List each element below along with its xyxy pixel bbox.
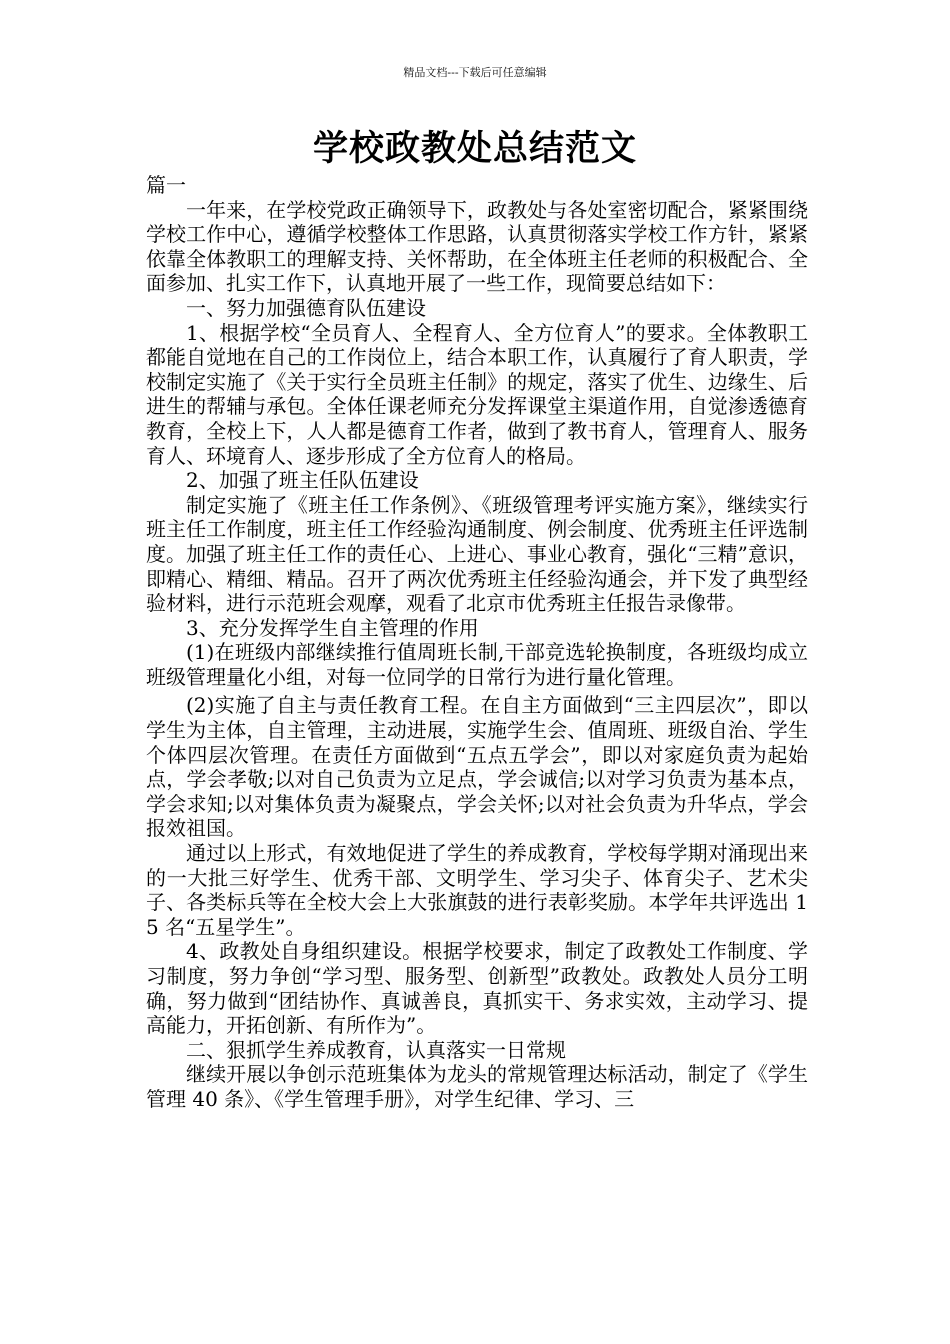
header-note: 精品文档---下载后可任意编辑 xyxy=(403,66,547,79)
paragraph-item-3-2: (2)实施了自主与责任教育工程。在自主方面做到“三主四层次”，即以学生为主体，自主管理，主动进展，实施学生会、值周班、班级自治、学生个体四层次管理。在责任方面做到“五点五学会”，即以对家庭负责为起始点，学会孝敬;以对自己负责为立足点，学会诚信;以对学习负责为基本点，学会求知;以对集体负责为凝聚点，学会关怀;以对社会负责为升华点，学会报效祖国。 xyxy=(146,693,808,841)
paragraph-summary: 通过以上形式，有效地促进了学生的养成教育，学校每学期对涌现出来的一大批三好学生、优秀干部、文明学生、学习尖子、体育尖子、艺术尖子、各类标兵等在全校大会上大张旗鼓的进行表彰奖励。本学年共评选出 15 名“五星学生”。 xyxy=(146,841,808,939)
paragraph-item-2: 制定实施了《班主任工作条例》、《班级管理考评实施方案》，继续实行班主任工作制度，班主任工作经验沟通制度、例会制度、优秀班主任评选制度。加强了班主任工作的责任心、上进心、事业心教育，强化“三精”意识，即精心、精细、精品。召开了两次优秀班主任经验沟通会，并下发了典型经验材料，进行示范班会观摩，观看了北京市优秀班主任报告录像带。 xyxy=(146,492,808,616)
paragraph-item-4: 4、政教处自身组织建设。根据学校要求，制定了政教处工作制度、学习制度，努力争创“学习型、服务型、创新型”政教处。政教处人员分工明确，努力做到“团结协作、真诚善良，真抓实干、务求实效，主动学习、提高能力，开拓创新、有所作为”。 xyxy=(146,939,808,1038)
paragraph-item-1: 1、根据学校“全员育人、全程育人、全方位育人”的要求。全体教职工都能自觉地在自己的工作岗位上，结合本职工作，认真履行了育人职责，学校制定实施了《关于实行全员班主任制》的规定，落实了优生、边缘生、后进生的帮辅与承包。全体任课老师充分发挥课堂主渠道作用，自觉渗透德育教育，全校上下，人人都是德育工作者，做到了教书育人，管理育人、服务育人、环境育人、逐步形成了全方位育人的格局。 xyxy=(146,320,808,468)
heading-item-2: 2、加强了班主任队伍建设 xyxy=(186,468,419,493)
paragraph-intro: 一年来，在学校党政正确领导下，政教处与各处室密切配合，紧紧围绕学校工作中心，遵循学校整体工作思路，认真贯彻落实学校工作方针，紧紧依靠全体教职工的理解支持、关怀帮助，在全体班主任老师的积极配合、全面参加、扎实工作下，认真地开展了一些工作，现简要总结如下： xyxy=(146,197,808,296)
heading-part-two: 二、狠抓学生养成教育，认真落实一日常规 xyxy=(186,1037,566,1062)
section-label: 篇一 xyxy=(146,173,186,197)
paragraph-part-two: 继续开展以争创示范班集体为龙头的常规管理达标活动，制定了《学生管理 40 条》、《学生管理手册》，对学生纪律、学习、三 xyxy=(146,1062,808,1111)
heading-item-3: 3、充分发挥学生自主管理的作用 xyxy=(186,615,479,640)
document-body xyxy=(146,173,808,1112)
paragraph-item-3-1: (1)在班级内部继续推行值周班长制,干部竞选轮换制度，各班级均成立班级管理量化小组，对每一位同学的日常行为进行量化管理。 xyxy=(146,640,808,689)
heading-part-one: 一、努力加强德育队伍建设 xyxy=(186,295,426,320)
document-title: 学校政教处总结范文 xyxy=(312,128,637,169)
